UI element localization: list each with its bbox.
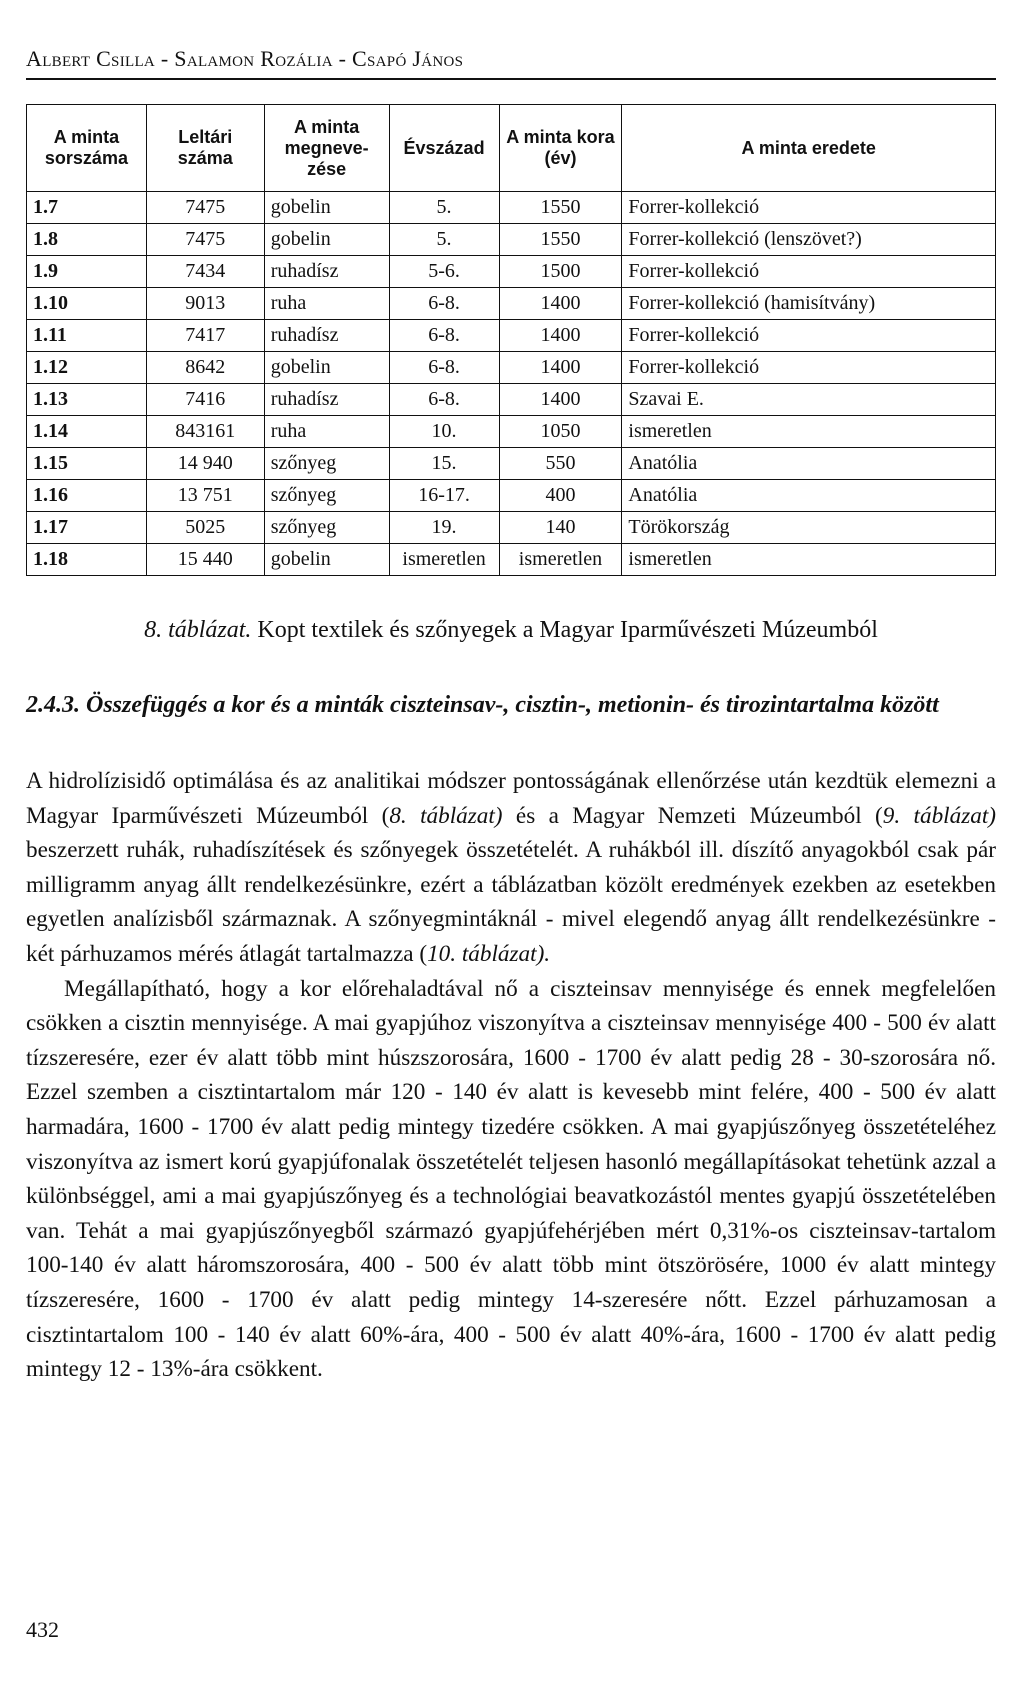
table-row xyxy=(27,320,996,352)
cell-origin: Törökország xyxy=(622,512,996,544)
cell-sample-name: ruhadísz xyxy=(264,384,389,416)
header-inventory-number: Leltári száma xyxy=(146,105,264,192)
header-age: A minta kora (év) xyxy=(499,105,622,192)
table-body xyxy=(27,192,996,576)
table-row xyxy=(27,448,996,480)
cell-age: 1500 xyxy=(499,256,622,288)
cell-sample-name: gobelin xyxy=(264,224,389,256)
header-century: Évszázad xyxy=(389,105,499,192)
cell-sample-name: gobelin xyxy=(264,192,389,224)
cell-origin: Forrer-kollekció (lenszövet?) xyxy=(622,224,996,256)
caption-text: Kopt textilek és szőnyegek a Magyar Iparművészeti Múzeumból xyxy=(251,617,878,643)
cell-inventory-number: 843161 xyxy=(146,416,264,448)
cell-inventory-number: 7475 xyxy=(146,224,264,256)
cell-age: 140 xyxy=(499,512,622,544)
cell-sample-number: 1.15 xyxy=(27,448,147,480)
cell-sample-name: szőnyeg xyxy=(264,448,389,480)
cell-sample-name: gobelin xyxy=(264,544,389,576)
cell-century: 15. xyxy=(389,448,499,480)
table-ref-8: 8. táblázat) xyxy=(389,802,503,829)
cell-age: 1400 xyxy=(499,384,622,416)
cell-inventory-number: 5025 xyxy=(146,512,264,544)
table-header-row xyxy=(27,105,996,192)
table-ref-9: 9. táblázat) xyxy=(882,802,996,829)
cell-inventory-number: 7475 xyxy=(146,192,264,224)
cell-century: 5. xyxy=(389,192,499,224)
table-ref-10: 10. táblázat). xyxy=(427,940,551,967)
cell-sample-number: 1.7 xyxy=(27,192,147,224)
table-row xyxy=(27,352,996,384)
cell-inventory-number: 13 751 xyxy=(146,480,264,512)
cell-sample-number: 1.17 xyxy=(27,512,147,544)
table-caption xyxy=(26,617,996,644)
cell-age: ismeretlen xyxy=(499,544,622,576)
cell-sample-number: 1.12 xyxy=(27,352,147,384)
running-head: Albert Csilla - Salamon Rozália - Csapó János xyxy=(26,46,996,80)
cell-sample-name: ruha xyxy=(264,288,389,320)
cell-century: 10. xyxy=(389,416,499,448)
paragraph-1: A hidrolízisidő optimálása és az analitikai módszer pontosságának ellenőrzése után kezdtük elemezni a Magyar Iparművészeti Múzeumból (8. táblázat) és a Magyar Nemzeti Múzeumból (9. táblázat) beszerzett ruhák, ruhadíszítések és szőnyegek összetételét. A ruhákból ill. díszítő anyagokból csak pár milligramm anyag állt rendelkezésünkre, ezért a táblázatban közölt eredmények ezekben az esetekben egyetlen analízisből származnak. A szőnyegmintáknál - mivel elegendő anyag állt rendelkezésünkre - két párhuzamos mérés átlagát tartalmazza (10. táblázat). xyxy=(26,768,996,967)
table-row xyxy=(27,544,996,576)
cell-origin: Forrer-kollekció xyxy=(622,256,996,288)
cell-inventory-number: 9013 xyxy=(146,288,264,320)
cell-age: 400 xyxy=(499,480,622,512)
caption-label: 8. táblázat. xyxy=(144,617,252,643)
cell-sample-number: 1.16 xyxy=(27,480,147,512)
cell-origin: Forrer-kollekció xyxy=(622,192,996,224)
cell-sample-name: szőnyeg xyxy=(264,512,389,544)
cell-sample-name: ruhadísz xyxy=(264,256,389,288)
cell-origin: ismeretlen xyxy=(622,416,996,448)
header-sample-name: A minta megneve-zése xyxy=(264,105,389,192)
cell-sample-number: 1.14 xyxy=(27,416,147,448)
cell-sample-name: gobelin xyxy=(264,352,389,384)
cell-inventory-number: 8642 xyxy=(146,352,264,384)
page-number: 432 xyxy=(26,1617,59,1642)
section-heading: 2.4.3. Összefüggés a kor és a minták ciszteinsav-, cisztin-, metionin- és tirozintartalma között xyxy=(26,692,939,718)
cell-inventory-number: 14 940 xyxy=(146,448,264,480)
cell-age: 1400 xyxy=(499,320,622,352)
table-row xyxy=(27,288,996,320)
cell-century: ismeretlen xyxy=(389,544,499,576)
cell-age: 1050 xyxy=(499,416,622,448)
cell-inventory-number: 7434 xyxy=(146,256,264,288)
header-origin: A minta eredete xyxy=(622,105,996,192)
cell-inventory-number: 15 440 xyxy=(146,544,264,576)
cell-century: 6-8. xyxy=(389,288,499,320)
cell-age: 1400 xyxy=(499,288,622,320)
cell-sample-number: 1.8 xyxy=(27,224,147,256)
cell-origin: Szavai E. xyxy=(622,384,996,416)
cell-sample-number: 1.13 xyxy=(27,384,147,416)
table-row xyxy=(27,384,996,416)
table-row xyxy=(27,256,996,288)
samples-table xyxy=(26,104,996,576)
cell-origin: Forrer-kollekció xyxy=(622,320,996,352)
cell-sample-name: ruhadísz xyxy=(264,320,389,352)
cell-century: 16-17. xyxy=(389,480,499,512)
cell-origin: Forrer-kollekció (hamisítvány) xyxy=(622,288,996,320)
cell-origin: Anatólia xyxy=(622,480,996,512)
cell-sample-number: 1.10 xyxy=(27,288,147,320)
cell-origin: ismeretlen xyxy=(622,544,996,576)
table-row xyxy=(27,512,996,544)
table-row xyxy=(27,224,996,256)
cell-age: 1550 xyxy=(499,224,622,256)
cell-origin: Forrer-kollekció xyxy=(622,352,996,384)
body-text xyxy=(26,764,996,1387)
paragraph-2: Megállapítható, hogy a kor előrehaladtával nő a ciszteinsav mennyisége és ennek megfelelően csökken a cisztin mennyisége. A mai gyapjúhoz viszonyítva a ciszteinsav mennyisége 400 - 500 év alatt tízszeresére, ezer év alatt több mint húszszorosára, 1600 - 1700 év alatt pedig 28 - 30-szorosára nő. Ezzel szemben a cisztintartalom már 120 - 140 év alatt is kevesebb mint felére, 400 - 500 év alatt harmadára, 1600 - 1700 év alatt pedig mintegy tizedére csökken. A mai gyapjúszőnyeg összetételéhez viszonyítva az ismert korú gyapjúfonalak összetételét teljesen hasonló megállapításokat tehetünk azzal a különbséggel, ami a mai gyapjúszőnyeg és a technológiai beavatkozástól mentes gyapjú összetételében van. Tehát a mai gyapjúszőnyegből származó gyapjúfehérjében mért 0,31%-os ciszteinsav-tartalom 100-140 év alatt háromszorosára, 400 - 500 év alatt több mint ötszörösére, 1000 év alatt mintegy tízszeresére, 1600 - 1700 év alatt pedig mintegy 14-szeresére nőtt. Ezzel párhuzamosan a cisztintartalom 100 - 140 év alatt 60%-ára, 400 - 500 év alatt 40%-ára, 1600 - 1700 év alatt pedig mintegy 12 - 13%-ára csökkent. xyxy=(26,975,996,1383)
cell-inventory-number: 7417 xyxy=(146,320,264,352)
cell-inventory-number: 7416 xyxy=(146,384,264,416)
header-sample-number: A minta sorszáma xyxy=(27,105,147,192)
cell-century: 5. xyxy=(389,224,499,256)
cell-sample-name: ruha xyxy=(264,416,389,448)
cell-century: 6-8. xyxy=(389,320,499,352)
cell-sample-number: 1.9 xyxy=(27,256,147,288)
cell-sample-number: 1.18 xyxy=(27,544,147,576)
table-row xyxy=(27,480,996,512)
cell-age: 1550 xyxy=(499,192,622,224)
cell-century: 19. xyxy=(389,512,499,544)
table-row xyxy=(27,416,996,448)
cell-age: 550 xyxy=(499,448,622,480)
cell-origin: Anatólia xyxy=(622,448,996,480)
cell-century: 6-8. xyxy=(389,352,499,384)
cell-century: 6-8. xyxy=(389,384,499,416)
cell-sample-number: 1.11 xyxy=(27,320,147,352)
cell-sample-name: szőnyeg xyxy=(264,480,389,512)
cell-age: 1400 xyxy=(499,352,622,384)
table-row xyxy=(27,192,996,224)
cell-century: 5-6. xyxy=(389,256,499,288)
